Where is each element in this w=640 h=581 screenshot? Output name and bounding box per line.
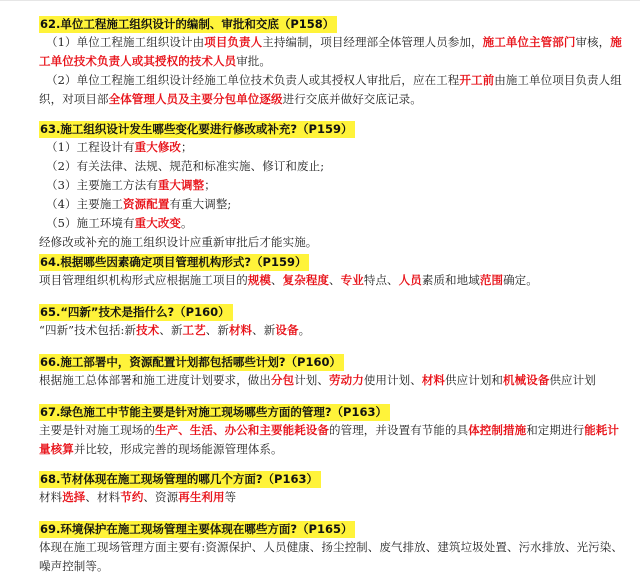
- answer-text: （1）工程设计有: [46, 140, 135, 154]
- answer-line: [39, 195, 629, 214]
- answer-text: （3）主要施工方法有: [46, 178, 158, 192]
- highlighted-keyword: 生产、生活、办公和主要能耗设备: [155, 423, 329, 437]
- answer-text: 项目管理组织机构形式应根据施工项目的: [39, 273, 248, 287]
- answer-text: 材料: [39, 490, 63, 504]
- answer-line: [39, 321, 629, 340]
- answer-text: 供应计划: [549, 373, 596, 387]
- highlighted-keyword: 劳动力: [329, 373, 364, 387]
- question-title: 68.节材体现在施工现场管理的哪几个方面?（P163）: [39, 471, 321, 488]
- answer-line: [39, 90, 629, 109]
- highlighted-keyword: 能耗计: [584, 423, 620, 437]
- answer-line: [39, 138, 629, 157]
- answer-text: 织，对项目部: [39, 92, 109, 106]
- highlighted-keyword: 工单位技术负责人或其授权的技术人员: [39, 54, 237, 68]
- top-divider: [0, 0, 640, 1]
- answer-text: （2）有关法律、法规、规范和标准实施、修订和废止;: [46, 159, 325, 173]
- answer-line: [39, 71, 629, 90]
- answer-text: 、资源: [143, 490, 179, 504]
- question-title: 66.施工部署中，资源配置计划都包括哪些计划?（P160）: [39, 354, 344, 371]
- answer-body: [39, 538, 629, 576]
- answer-text: 的管理，并设置有节能的具: [329, 423, 469, 437]
- highlighted-keyword: 范围: [479, 273, 504, 287]
- highlighted-keyword: 复杂程度: [282, 273, 330, 287]
- highlighted-keyword: 再生利用: [178, 490, 225, 504]
- section-64: [39, 251, 629, 290]
- answer-text: （2）单位工程施工组织设计经施工单位技术负责人或其授权人审批后，应在工程: [46, 73, 460, 87]
- answer-text: “四新”技术包括:新: [39, 323, 137, 337]
- highlighted-keyword: 机械设备: [503, 373, 550, 387]
- answer-body: [39, 371, 629, 390]
- answer-text: 。: [298, 323, 311, 337]
- answer-text: 主要是针对施工现场的: [39, 423, 155, 437]
- answer-line: [39, 176, 629, 195]
- answer-text: 进行交底并做好交底记录。: [282, 92, 422, 106]
- answer-text: 、新: [205, 323, 229, 337]
- highlighted-keyword: 材料: [421, 373, 446, 387]
- highlighted-keyword: 全体管理人员及主要分包单位逐级: [108, 92, 283, 106]
- highlighted-keyword: 人员: [398, 273, 422, 287]
- answer-line: [39, 421, 629, 440]
- question-title: 62.单位工程施工组织设计的编制、审批和交底（P158）: [39, 16, 337, 33]
- answer-line: [39, 538, 629, 557]
- answer-text: 根据施工总体部署和施工进度计划要求，做出: [39, 373, 271, 387]
- answer-text: 等: [224, 490, 237, 504]
- answer-text: 素质和地域: [421, 273, 480, 287]
- answer-text: 噪声控制等。: [39, 559, 109, 573]
- highlighted-keyword: 设备: [275, 323, 299, 337]
- answer-body: [39, 33, 629, 109]
- highlighted-keyword: 选择: [62, 490, 86, 504]
- answer-text: （5）施工环境有: [46, 216, 135, 230]
- answer-line: [39, 52, 629, 71]
- answer-line: [39, 233, 629, 252]
- highlighted-keyword: 专业: [340, 273, 364, 287]
- answer-text: 主持编制，项目经理部全体管理人员参加，: [262, 35, 483, 49]
- answer-text: 审核，: [575, 35, 611, 49]
- highlighted-keyword: 重大调整: [157, 178, 205, 192]
- highlighted-keyword: 重大改变: [134, 216, 182, 230]
- answer-text: 。: [181, 216, 193, 230]
- highlighted-keyword: 量核算: [39, 442, 74, 456]
- section-67: [39, 401, 629, 459]
- highlighted-keyword: 施: [610, 35, 622, 49]
- answer-line: [39, 157, 629, 176]
- question-title: 67.绿色施工中节能主要是针对施工现场哪些方面的管理?（P163）: [39, 404, 390, 421]
- question-title: 64.根据哪些因素确定项目管理机构形式?（P159）: [39, 254, 309, 271]
- answer-line: [39, 214, 629, 233]
- section-69: [39, 518, 629, 576]
- highlighted-keyword: 工艺: [182, 323, 206, 337]
- answer-line: [39, 440, 629, 459]
- section-62: [39, 13, 629, 109]
- answer-text: ；: [204, 178, 216, 192]
- highlighted-keyword: 开工前: [459, 73, 495, 87]
- answer-text: 经修改或补充的施工组织设计应重新审批后才能实施。: [39, 235, 318, 249]
- answer-text: 并比较，形成完善的现场能源管理体系。: [73, 442, 283, 456]
- answer-text: 计划、: [294, 373, 330, 387]
- highlighted-keyword: 项目负责人: [204, 35, 263, 49]
- section-65: [39, 301, 629, 340]
- answer-text: 、新: [252, 323, 276, 337]
- answer-text: 、新: [159, 323, 183, 337]
- answer-text: 有重大调整;: [169, 197, 232, 211]
- highlighted-keyword: 施工单位主管部门: [482, 35, 576, 49]
- answer-text: 使用计划、: [363, 373, 422, 387]
- question-title: 63.施工组织设计发生哪些变化要进行修改或补充?（P159）: [39, 121, 355, 138]
- highlighted-keyword: 技术: [136, 323, 160, 337]
- answer-text: 和定期进行: [526, 423, 585, 437]
- answer-line: [39, 271, 629, 290]
- answer-body: [39, 138, 629, 252]
- answer-text: 确定。: [503, 273, 538, 287]
- highlighted-keyword: 分包: [271, 373, 295, 387]
- answer-line: [39, 33, 629, 52]
- highlighted-keyword: 材料: [228, 323, 253, 337]
- answer-text: 特点、: [363, 273, 399, 287]
- answer-text: 、材料: [85, 490, 121, 504]
- answer-line: [39, 371, 629, 390]
- answer-body: [39, 321, 629, 340]
- answer-text: ；: [181, 140, 193, 154]
- section-66: [39, 351, 629, 390]
- answer-body: [39, 271, 629, 290]
- highlighted-keyword: 重大修改: [134, 140, 182, 154]
- answer-text: 体现在施工现场管理方面主要有:资源保护、人员健康、扬尘控制、废气排放、建筑垃圾处置、污水排放、光污染、: [39, 540, 623, 554]
- answer-text: （4）主要施工: [46, 197, 124, 211]
- answer-line: [39, 488, 629, 507]
- answer-text: 、: [271, 273, 283, 287]
- highlighted-keyword: 节约: [120, 490, 144, 504]
- highlighted-keyword: 体控制措施: [468, 423, 527, 437]
- section-63: [39, 118, 629, 252]
- answer-text: （1）单位工程施工组织设计由: [46, 35, 205, 49]
- question-title: 65.“四新”技术是指什么?（P160）: [39, 304, 233, 321]
- answer-body: [39, 488, 629, 507]
- answer-text: 供应计划和: [445, 373, 504, 387]
- answer-body: [39, 421, 629, 459]
- section-68: [39, 468, 629, 507]
- highlighted-keyword: 规模: [247, 273, 272, 287]
- answer-text: 、: [329, 273, 341, 287]
- answer-line: [39, 557, 629, 576]
- highlighted-keyword: 资源配置: [123, 197, 170, 211]
- answer-text: 由施工单位项目负责人组: [494, 73, 622, 87]
- answer-text: 审批。: [236, 54, 272, 68]
- question-title: 69.环境保护在施工现场管理主要体现在哪些方面?（P165）: [39, 521, 355, 538]
